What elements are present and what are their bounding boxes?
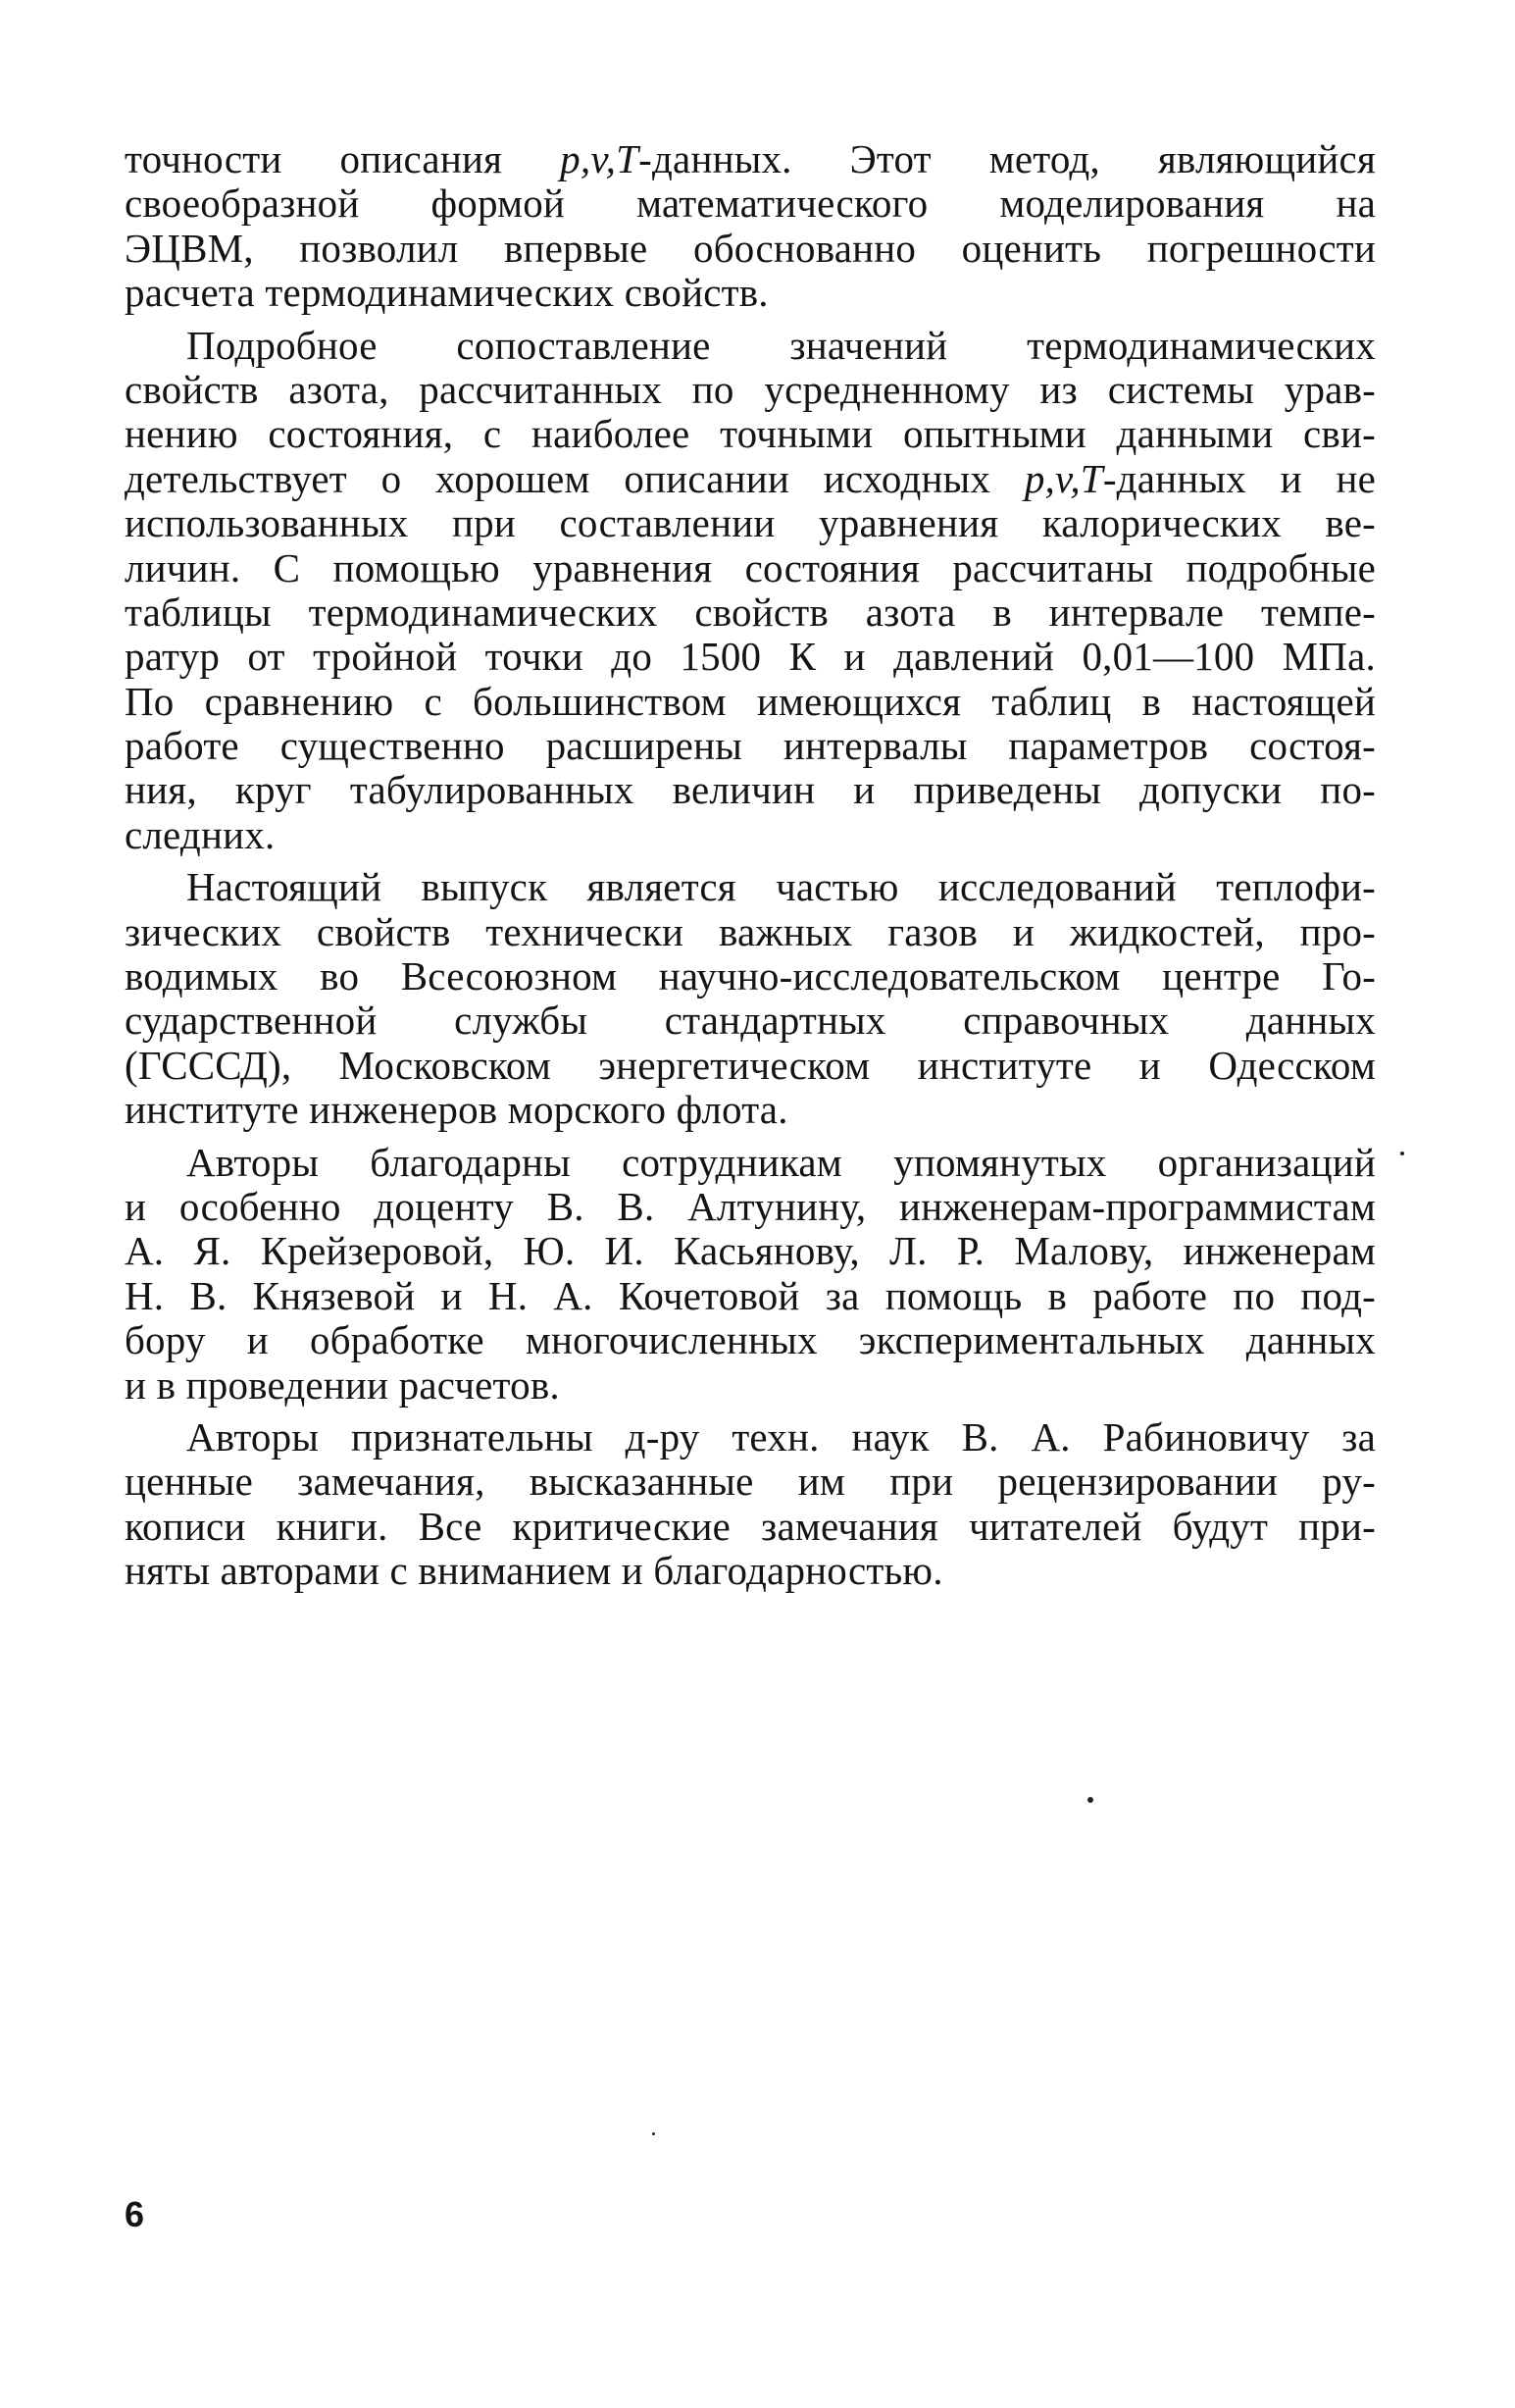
text-line: точности описания p,v,T-данных. Этот метод, являющийся	[125, 136, 1377, 181]
text-line: сударственной службы стандартных справочных данных	[125, 998, 1376, 1044]
text-line: Авторы признательны д-ру техн. наук В. А. Рабиновичу за	[186, 1413, 1376, 1460]
text-line: ЭЦВМ, позволил впервые обоснованно оценить погрешности	[125, 225, 1376, 271]
text-line: Н. В. Князевой и Н. А. Кочетовой за помощь в работе по под-	[125, 1272, 1376, 1318]
text-line: ратур от тройной точки до 1500 К и давлений 0,01—100 МПа.	[125, 634, 1376, 680]
text-line: и в проведении расчетов.	[125, 1361, 560, 1408]
print-speck	[652, 2132, 655, 2135]
page-number: 6	[125, 2194, 145, 2234]
text-line: свойств азота, рассчитанных по усредненному из системы урав-	[125, 366, 1376, 412]
text-line: детельствует о хорошем описании исходных p,v,T-данных и не	[125, 455, 1377, 501]
print-speck	[1087, 1797, 1093, 1803]
text-line: расчета термодинамических свойств.	[125, 270, 769, 316]
print-speck	[1400, 1152, 1404, 1155]
paragraph-3	[125, 865, 1376, 1132]
text-line: няты авторами с вниманием и благодарностью.	[125, 1548, 943, 1594]
text-line: следних.	[125, 811, 276, 857]
paragraph-2	[125, 324, 1376, 858]
text-line: работе существенно расширены интервалы параметров состоя-	[125, 723, 1376, 769]
pvt-notation: p,v,T	[560, 136, 639, 181]
text-line: таблицы термодинамических свойств азота в интервале темпе-	[125, 589, 1376, 635]
paragraph-4	[125, 1141, 1376, 1408]
text-line: своеобразной формой математического моделирования на	[125, 180, 1376, 227]
text-line: зических свойств технически важных газов и жидкостей, про-	[125, 908, 1376, 954]
text-line: водимых во Всесоюзном научно-исследовательском центре Го-	[125, 953, 1376, 999]
text-line: кописи книги. Все критические замечания читателей будут при-	[125, 1503, 1376, 1549]
text-line: институте инженеров морского флота.	[125, 1087, 788, 1133]
text-line: Подробное сопоставление значений термодинамических	[186, 322, 1376, 368]
text-line: личин. С помощью уравнения состояния рассчитаны подробные	[125, 544, 1376, 590]
pvt-notation: p,v,T	[1024, 455, 1103, 501]
text-line: бору и обработке многочисленных экспериментальных данных	[125, 1317, 1376, 1363]
text-line: (ГСССД), Московском энергетическом институте и Одесском	[125, 1042, 1376, 1088]
page-body	[125, 137, 1376, 1602]
paragraph-5	[125, 1415, 1376, 1594]
text-line: ценные замечания, высказанные им при рецензировании ру-	[125, 1459, 1376, 1505]
text-line: нению состояния, с наиболее точными опытными данными сви-	[125, 411, 1376, 457]
text-line: и особенно доценту В. В. Алтунину, инженерам-программистам	[125, 1183, 1376, 1229]
text-line: А. Я. Крейзеровой, Ю. И. Касьянову, Л. Р. Малову, инженерам	[125, 1228, 1376, 1274]
text-line: Авторы благодарны сотрудникам упомянутых организаций	[186, 1139, 1376, 1185]
paragraph-1	[125, 137, 1376, 316]
text-line: ния, круг табулированных величин и приведены допуски по-	[125, 767, 1376, 813]
text-line: Настоящий выпуск является частью исследований теплофи-	[186, 864, 1376, 910]
text-line: использованных при составлении уравнения калорических ве-	[125, 500, 1376, 546]
text-line: По сравнению с большинством имеющихся таблиц в настоящей	[125, 678, 1376, 724]
